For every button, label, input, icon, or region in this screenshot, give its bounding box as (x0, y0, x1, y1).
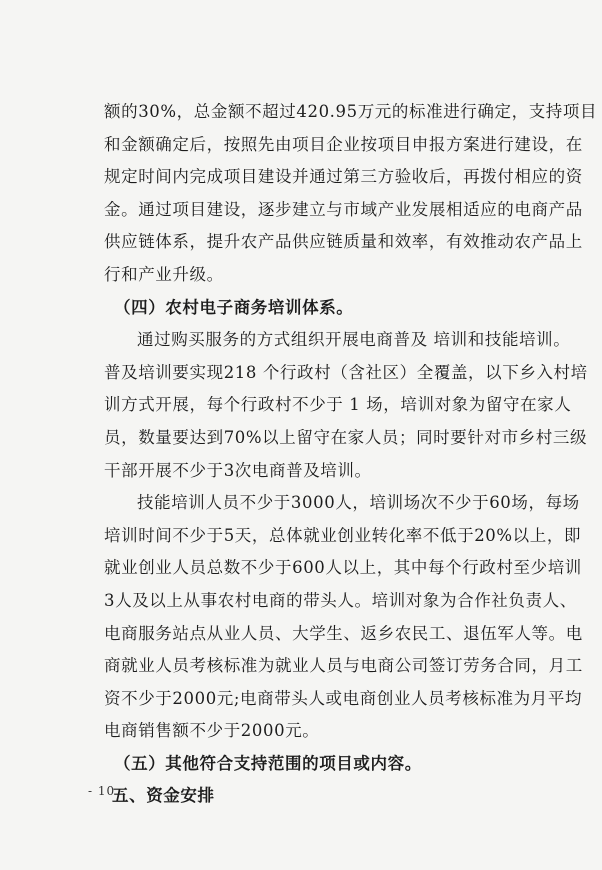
subheading-training-system: （四）农村电子商务培训体系。 (114, 297, 354, 317)
text-line: 和金额确定后，按照先由项目企业按项目申报方案进行建设，在 (104, 134, 583, 154)
text-line: 规定时间内完成项目建设并通过第三方验收后，再拨付相应的资 (104, 167, 583, 187)
text-line: 训方式开展，每个行政村不少于 1 场，培训对象为留守在家人 (104, 395, 572, 415)
body-text (104, 96, 598, 813)
text-line: 干部开展不少于3次电商普及培训。 (104, 460, 372, 480)
section-heading-funding: 五、资金安排 (112, 786, 215, 806)
text-line: 供应链体系，提升农产品供应链质量和效率，有效推动农产品上 (104, 232, 583, 252)
text-line: 技能培训人员不少于3000人，培训场次不少于60场，每场 (137, 493, 580, 513)
text-line: 商就业人员考核标准为就业人员与电商公司签订劳务合同，月工 (104, 656, 583, 676)
subheading-other-projects: （五）其他符合支持范围的项目或内容。 (114, 753, 422, 773)
text-line: 电商销售额不少于2000元。 (104, 721, 320, 741)
text-line: 3人及以上从事农村电商的带头人。培训对象为合作社负责人、 (104, 590, 577, 610)
text-line: 员，数量要达到70%以上留守在家人员；同时要针对市乡村三级 (104, 427, 588, 447)
text-line: 行和产业升级。 (104, 264, 224, 284)
text-line: 通过购买服务的方式组织开展电商普及 培训和技能培训。 (137, 330, 571, 350)
text-line: 金。通过项目建设，逐步建立与市域产业发展相适应的电商产品 (104, 199, 583, 219)
text-line: 普及培训要实现218 个行政村（含社区）全覆盖，以下乡入村培 (104, 362, 588, 382)
text-line: 额的30%，总金额不超过420.95万元的标准进行确定，支持项目 (104, 102, 598, 121)
text-line: 资不少于2000元;电商带头人或电商创业人员考核标准为月平均 (104, 688, 583, 708)
page-number: - 10 - (88, 784, 126, 798)
text-line: 就业创业人员总数不少于600人以上，其中每个行政村至少培训 (104, 558, 582, 578)
text-line: 电商服务站点从业人员、大学生、返乡农民工、退伍军人等。电 (104, 623, 583, 643)
text-line: 培训时间不少于5天，总体就业创业转化率不低于20%以上，即 (104, 525, 582, 545)
